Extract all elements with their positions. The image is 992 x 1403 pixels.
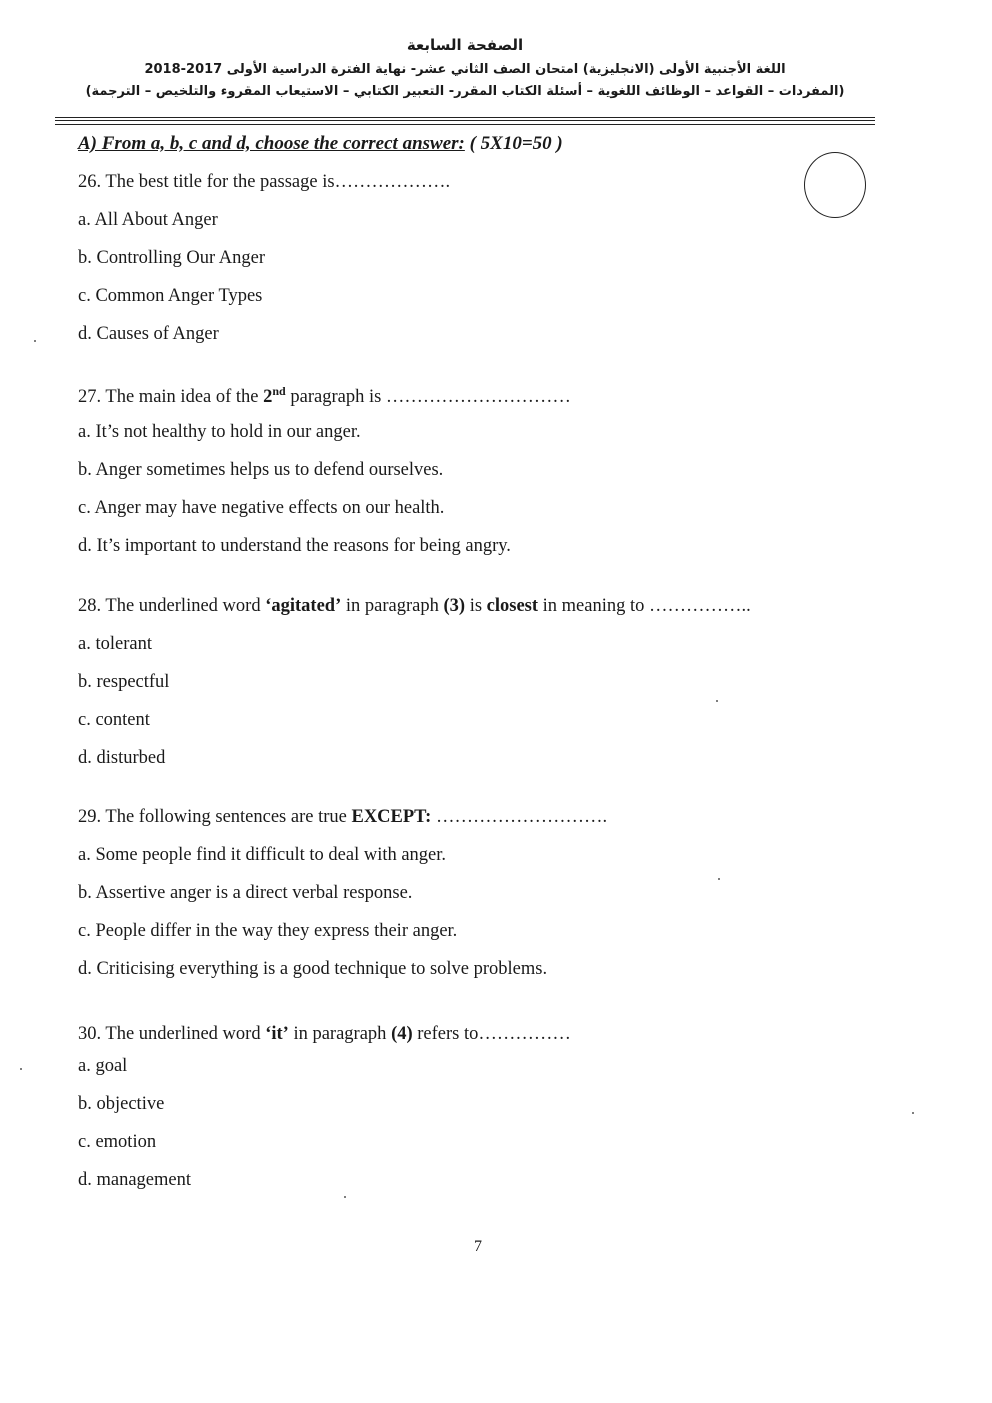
- option-27b: b. Anger sometimes helps us to defend ourselves.: [78, 460, 444, 480]
- option-26a: a. All About Anger: [78, 210, 218, 230]
- option-29d: d. Criticising everything is a good technique to solve problems.: [78, 959, 548, 979]
- option-27c: c. Anger may have negative effects on our health.: [78, 498, 445, 518]
- option-28d: d. disturbed: [78, 748, 166, 768]
- question-number: 29.: [78, 807, 102, 827]
- option-29c: c. People differ in the way they express their anger.: [78, 921, 458, 941]
- question-number: 30.: [78, 1024, 102, 1044]
- option-30a: a. goal: [78, 1056, 128, 1076]
- page-label-arabic: الصفحة السابعة: [406, 36, 524, 54]
- option-29a: a. Some people find it difficult to deal with anger.: [78, 845, 447, 865]
- scan-speck: [20, 1068, 22, 1070]
- scan-speck: [912, 1112, 914, 1114]
- option-30b: b. objective: [78, 1094, 165, 1114]
- section-title: [78, 133, 563, 155]
- question-number: 26.: [78, 172, 102, 192]
- option-26b: b. Controlling Our Anger: [78, 248, 266, 268]
- option-28b: b. respectful: [78, 672, 170, 692]
- question-27-stem: 27. The main idea of the 2nd paragraph is …………………………: [78, 384, 571, 408]
- option-30c: c. emotion: [78, 1132, 157, 1152]
- option-27d: d. It’s important to understand the reasons for being angry.: [78, 536, 511, 556]
- question-28-stem: 28. The underlined word ‘agitated’ in paragraph (3) is closest in meaning to ……………..: [78, 596, 751, 616]
- section-marks: ( 5X10=50 ): [464, 133, 563, 154]
- header-divider: [55, 117, 875, 118]
- question-number: 27.: [78, 387, 102, 408]
- score-circle: [804, 152, 866, 218]
- section-instruction: A) From a, b, c and d, choose the correct answer:: [78, 133, 465, 154]
- exam-subtitle-arabic: اللغة الأجنبية الأولى (الانجليزية) امتحان الصف الثاني عشر- نهاية الفترة الدراسية الأولى 2017-2018: [144, 62, 786, 77]
- question-text: The best title for the passage is……………….: [105, 172, 451, 192]
- option-27a: a. It’s not healthy to hold in our anger.: [78, 422, 361, 442]
- option-26c: c. Common Anger Types: [78, 286, 263, 306]
- question-26-stem: [78, 172, 450, 193]
- scan-speck: [716, 700, 718, 702]
- option-26d: d. Causes of Anger: [78, 324, 219, 344]
- header-divider: [55, 124, 875, 125]
- exam-topics-arabic: (المفردات – القواعد – الوظائف اللغوية – أسئلة الكتاب المقرر- التعبير الكتابي – الاستيعاب المقروء والتلخيص – الترجمة): [85, 84, 845, 99]
- option-28c: c. content: [78, 710, 150, 730]
- scan-speck: [718, 878, 720, 880]
- scan-speck: [34, 340, 36, 342]
- option-30d: d. management: [78, 1170, 192, 1190]
- header-divider: [55, 120, 875, 121]
- page-number: 7: [474, 1238, 482, 1255]
- scan-speck: [344, 1196, 346, 1198]
- question-30-stem: 30. The underlined word ‘it’ in paragraph (4) refers to……………: [78, 1024, 571, 1044]
- question-29-stem: 29. The following sentences are true EXCEPT: ……………………….: [78, 807, 608, 827]
- option-28a: a. tolerant: [78, 634, 152, 654]
- question-number: 28.: [78, 596, 102, 616]
- option-29b: b. Assertive anger is a direct verbal response.: [78, 883, 413, 903]
